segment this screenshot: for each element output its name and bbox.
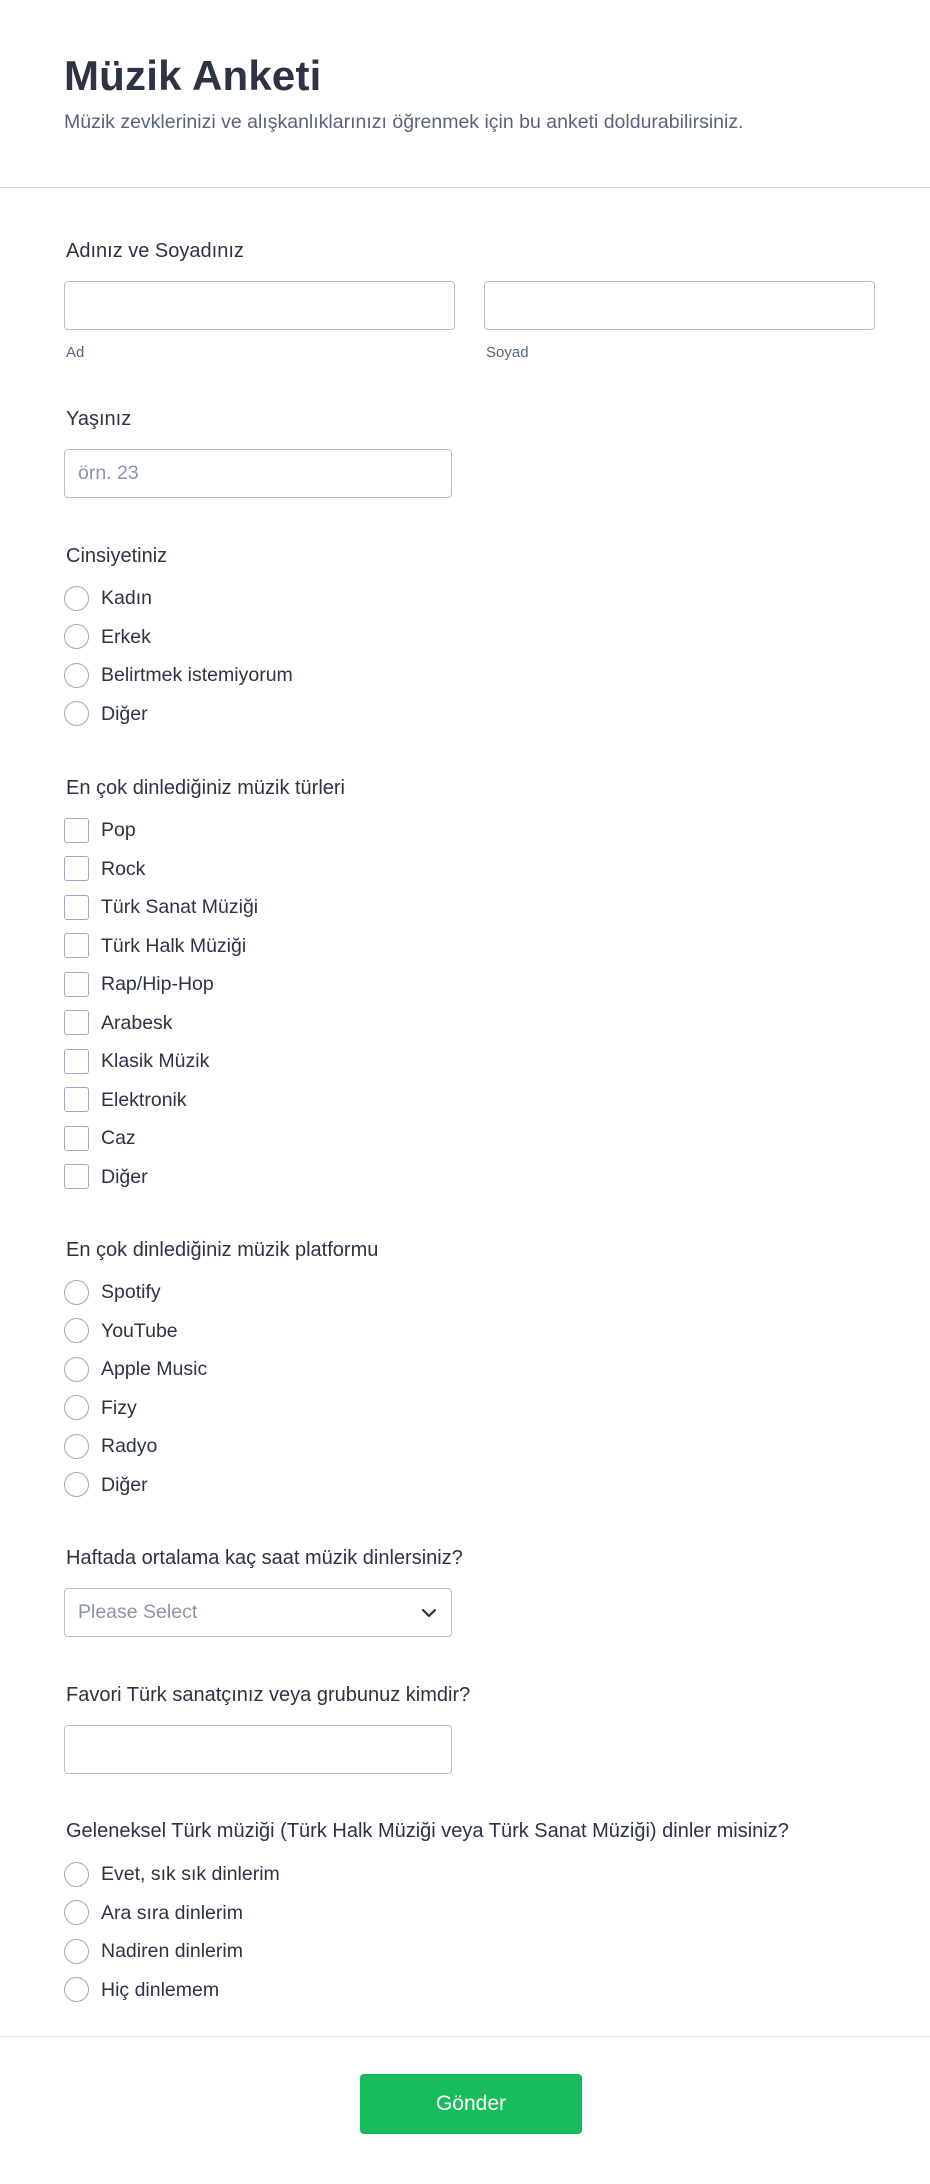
option-label: Rap/Hip-Hop (101, 973, 214, 996)
genre-option-turk-sanat[interactable] (64, 888, 258, 927)
genre-option-diger[interactable] (64, 1158, 258, 1197)
radio-button[interactable] (64, 1395, 89, 1420)
radio-button[interactable] (64, 1318, 89, 1343)
radio-button[interactable] (64, 701, 89, 726)
gender-options (64, 579, 293, 733)
option-label: Diğer (101, 1473, 148, 1496)
option-label: Arabesk (101, 1011, 173, 1034)
checkbox[interactable] (64, 972, 89, 997)
option-label: Radyo (101, 1435, 158, 1458)
platform-option-diger[interactable] (64, 1466, 207, 1505)
traditional-option-ara-sira[interactable] (64, 1894, 280, 1933)
genre-option-elektronik[interactable] (64, 1081, 258, 1120)
checkbox[interactable] (64, 1087, 89, 1112)
gender-label: Cinsiyetiniz (66, 545, 168, 567)
radio-button[interactable] (64, 663, 89, 688)
radio-button[interactable] (64, 624, 89, 649)
platform-options (64, 1273, 207, 1504)
option-label: Türk Sanat Müziği (101, 896, 259, 919)
checkbox[interactable] (64, 1126, 89, 1151)
option-label: Pop (101, 819, 136, 842)
checkbox[interactable] (64, 1049, 89, 1074)
radio-button[interactable] (64, 1472, 89, 1497)
hours-select-value: Please Select (78, 1601, 198, 1623)
first-name-input[interactable] (64, 281, 455, 330)
artist-label: Favori Türk sanatçınız veya grubunuz kimdir? (66, 1684, 471, 1706)
submit-button[interactable]: Gönder (360, 2074, 582, 2134)
option-label: Diğer (101, 702, 148, 725)
form-title: Müzik Anketi (64, 52, 322, 99)
option-label: Diğer (101, 1165, 148, 1188)
checkbox[interactable] (64, 933, 89, 958)
option-label: Erkek (101, 625, 151, 648)
option-label: Türk Halk Müziği (101, 934, 247, 957)
option-label: Klasik Müzik (101, 1050, 210, 1073)
checkbox[interactable] (64, 856, 89, 881)
option-label: Hiç dinlemem (101, 1978, 220, 2001)
form-header (0, 0, 930, 188)
genre-option-turk-halk[interactable] (64, 927, 258, 966)
chevron-down-icon (420, 1604, 438, 1622)
option-label: Elektronik (101, 1088, 187, 1111)
option-label: Ara sıra dinlerim (101, 1901, 243, 1924)
option-label: Caz (101, 1127, 136, 1150)
radio-button[interactable] (64, 586, 89, 611)
traditional-option-nadiren[interactable] (64, 1932, 280, 1971)
radio-button[interactable] (64, 1434, 89, 1459)
platform-option-radyo[interactable] (64, 1427, 207, 1466)
platform-label: En çok dinlediğiniz müzik platformu (66, 1239, 379, 1261)
gender-option-erkek[interactable] (64, 618, 293, 657)
checkbox[interactable] (64, 818, 89, 843)
radio-button[interactable] (64, 1280, 89, 1305)
last-name-sublabel: Soyad (486, 344, 529, 361)
genre-option-pop[interactable] (64, 811, 258, 850)
option-label: Fizy (101, 1396, 137, 1419)
traditional-option-hic[interactable] (64, 1971, 280, 2010)
gender-option-belirtmek-istemiyorum[interactable] (64, 656, 293, 695)
traditional-options (64, 1855, 280, 2009)
platform-option-apple-music[interactable] (64, 1350, 207, 1389)
option-label: Apple Music (101, 1358, 208, 1381)
gender-option-diger[interactable] (64, 695, 293, 734)
genres-label: En çok dinlediğiniz müzik türleri (66, 777, 346, 799)
option-label: Evet, sık sık dinlerim (101, 1863, 280, 1886)
hours-select[interactable] (64, 1588, 452, 1637)
genre-option-arabesk[interactable] (64, 1004, 258, 1043)
platform-option-spotify[interactable] (64, 1273, 207, 1312)
option-label: Spotify (101, 1281, 161, 1304)
checkbox[interactable] (64, 895, 89, 920)
name-label: Adınız ve Soyadınız (66, 240, 244, 262)
option-label: Belirtmek istemiyorum (101, 664, 293, 687)
radio-button[interactable] (64, 1900, 89, 1925)
form-subtitle: Müzik zevklerinizi ve alışkanlıklarınızı öğrenmek için bu anketi doldurabilirsiniz. (64, 111, 744, 133)
first-name-sublabel: Ad (66, 344, 85, 361)
genre-option-rap[interactable] (64, 965, 258, 1004)
hours-label: Haftada ortalama kaç saat müzik dinlersiniz? (66, 1547, 463, 1569)
artist-input[interactable] (64, 1725, 452, 1774)
age-input[interactable] (64, 449, 452, 498)
genres-options (64, 811, 258, 1196)
genre-option-caz[interactable] (64, 1119, 258, 1158)
traditional-label: Geleneksel Türk müziği (Türk Halk Müziği veya Türk Sanat Müziği) dinler misiniz? (66, 1820, 789, 1842)
platform-option-fizy[interactable] (64, 1389, 207, 1428)
radio-button[interactable] (64, 1977, 89, 2002)
age-label: Yaşınız (66, 408, 132, 430)
radio-button[interactable] (64, 1939, 89, 1964)
checkbox[interactable] (64, 1010, 89, 1035)
option-label: Kadın (101, 587, 152, 610)
genre-option-rock[interactable] (64, 850, 258, 889)
gender-option-kadin[interactable] (64, 579, 293, 618)
checkbox[interactable] (64, 1164, 89, 1189)
option-label: Rock (101, 857, 146, 880)
radio-button[interactable] (64, 1357, 89, 1382)
platform-option-youtube[interactable] (64, 1312, 207, 1351)
traditional-option-sik[interactable] (64, 1855, 280, 1894)
genre-option-klasik[interactable] (64, 1042, 258, 1081)
last-name-input[interactable] (484, 281, 875, 330)
radio-button[interactable] (64, 1862, 89, 1887)
option-label: YouTube (101, 1319, 178, 1342)
option-label: Nadiren dinlerim (101, 1940, 243, 1963)
